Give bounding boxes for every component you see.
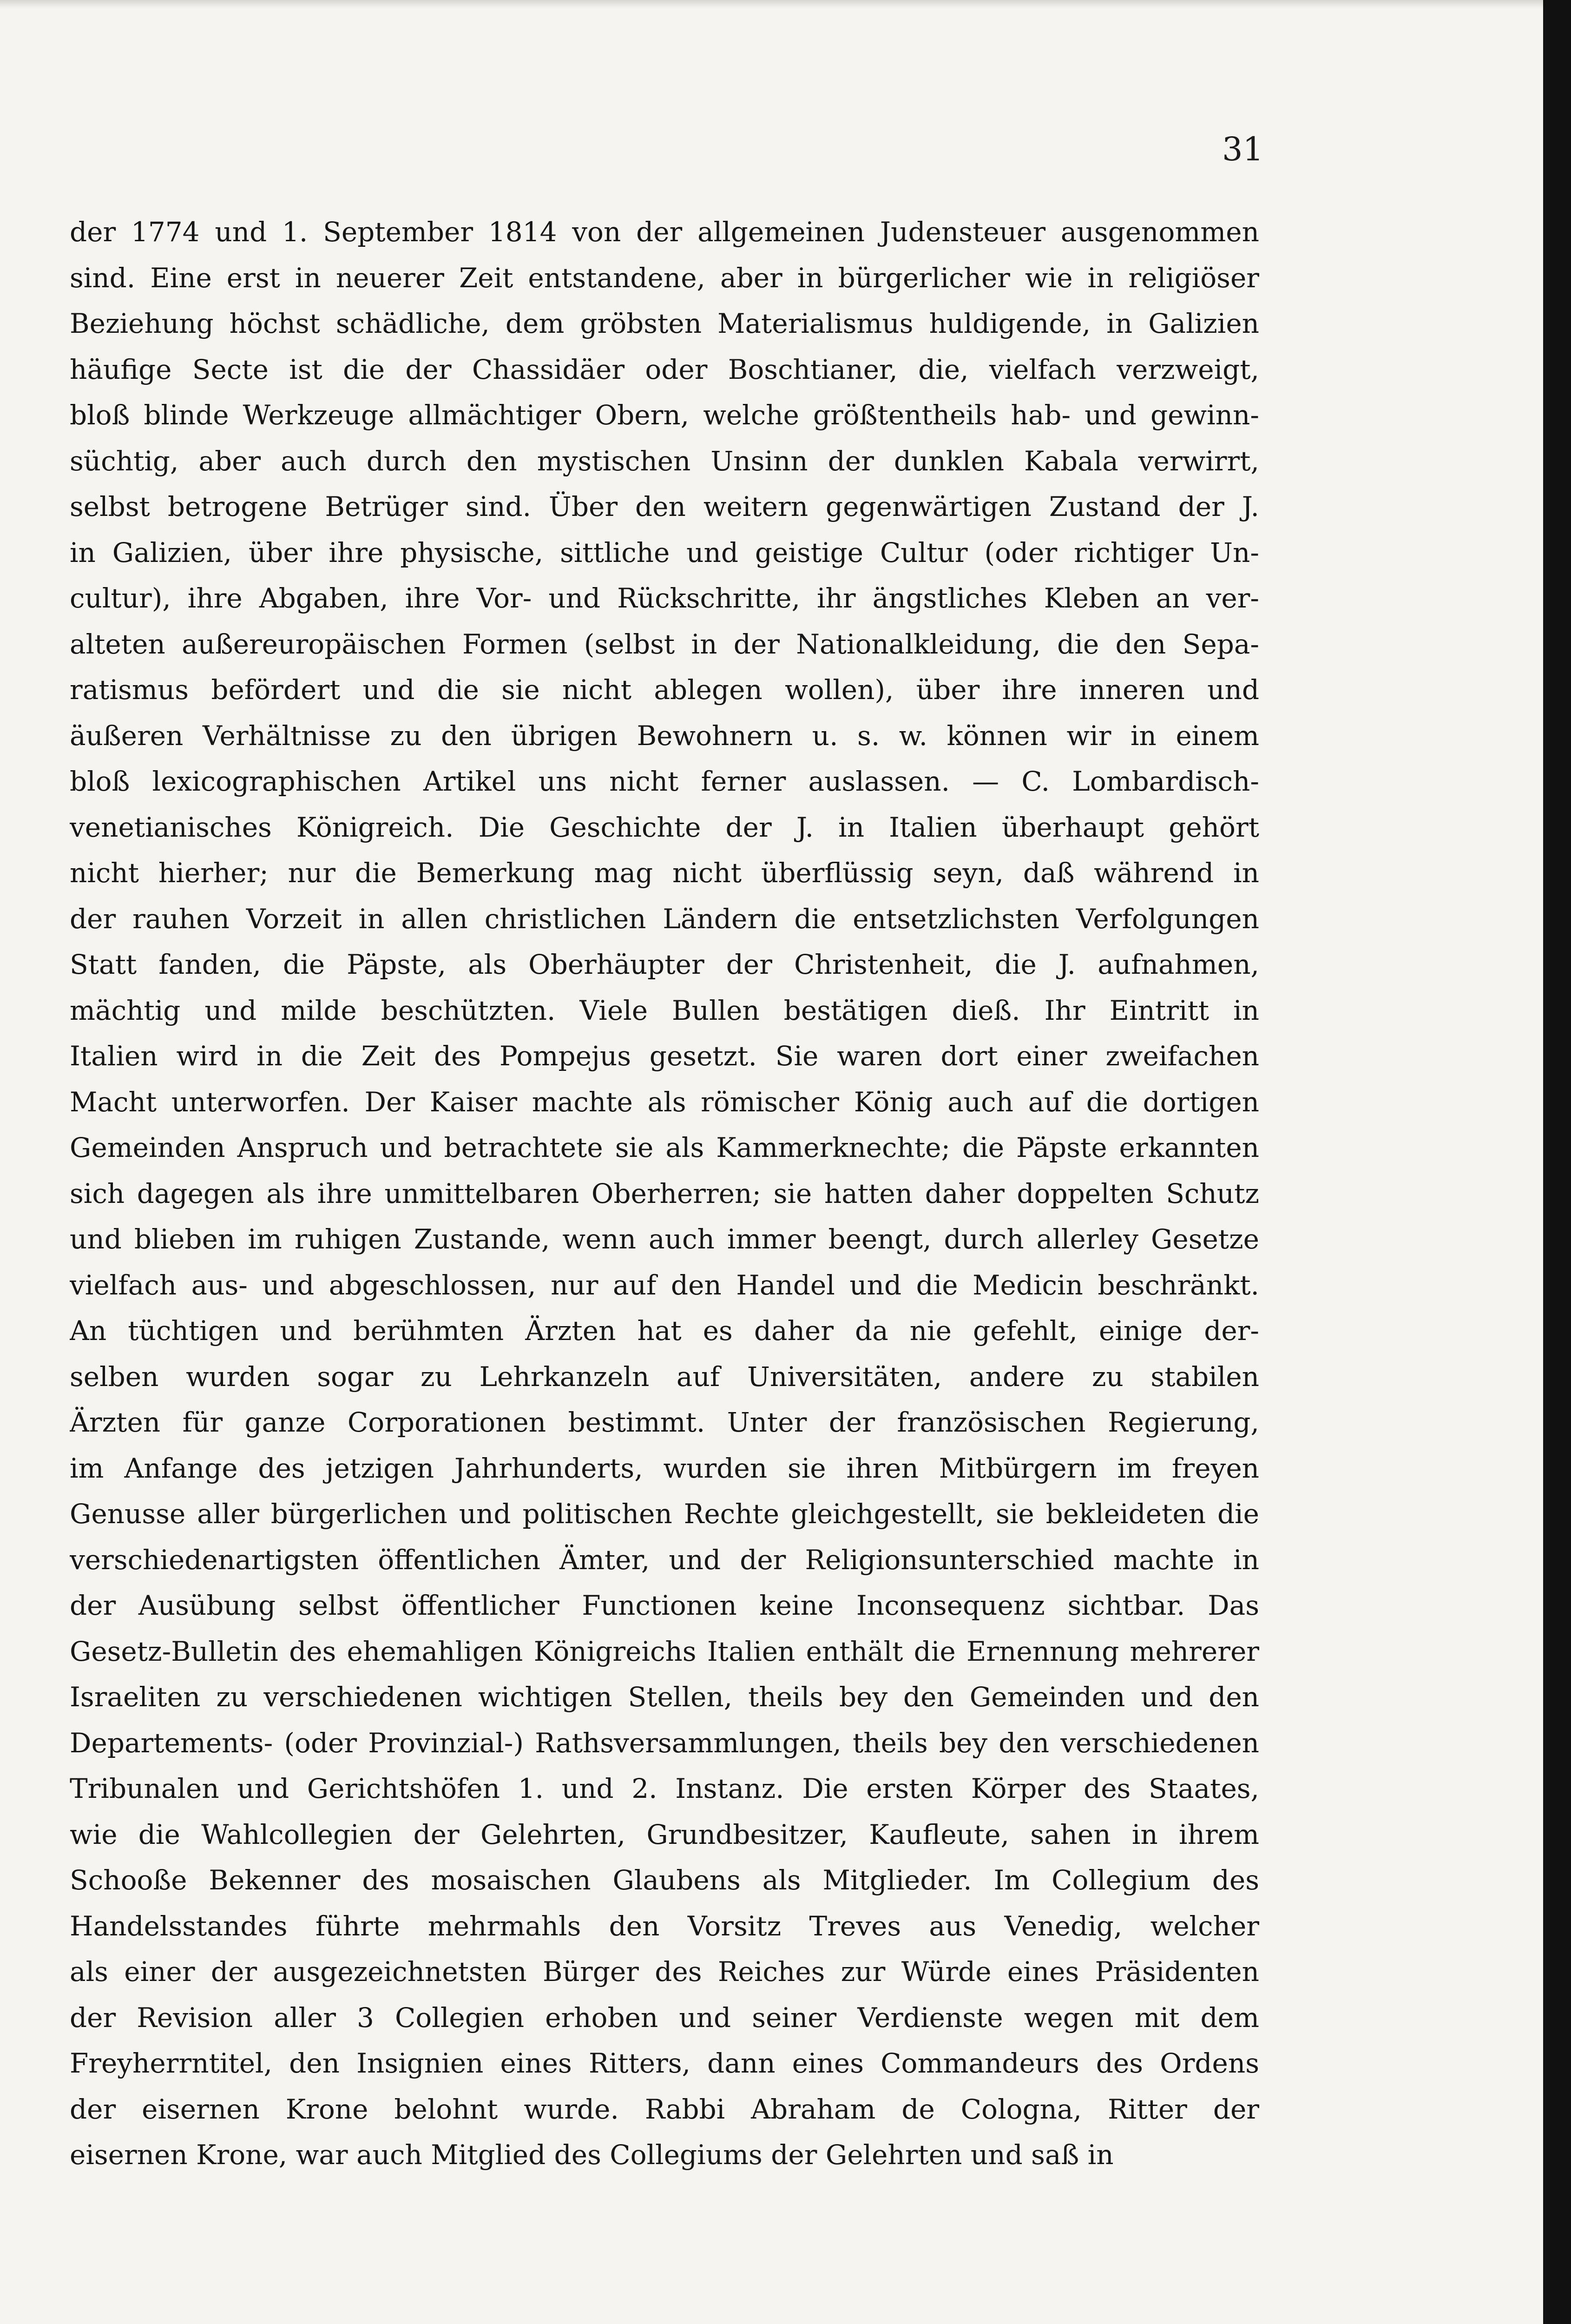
text-line: Genusse aller bürgerlichen und politischen Rechte gleichgestellt, sie bekleideten die xyxy=(70,1498,1259,1530)
text-line: Italien wird in die Zeit des Pompejus gesetzt. Sie waren dort einer zweifachen xyxy=(70,1040,1259,1072)
text-line: sich dagegen als ihre unmittelbaren Oberherren; sie hatten daher doppelten Schutz xyxy=(70,1177,1259,1209)
page-top-shadow xyxy=(0,0,1571,8)
text-line: Handelsstandes führte mehrmahls den Vorsitz Treves aus Venedig, welcher xyxy=(70,1910,1259,1942)
text-line: eisernen Krone, war auch Mitglied des Collegiums der Gelehrten und saß in xyxy=(70,2139,1114,2171)
text-line: nicht hierher; nur die Bemerkung mag nicht überflüssig seyn, daß während in xyxy=(70,857,1259,889)
text-line: vielfach aus- und abgeschlossen, nur auf den Handel und die Medicin beschränkt. xyxy=(70,1269,1259,1301)
text-line: häufige Secte ist die der Chassidäer oder Boschtianer, die, vielfach verzweigt, xyxy=(70,353,1259,385)
text-line: wie die Wahlcollegien der Gelehrten, Grundbesitzer, Kaufleute, sahen in ihrem xyxy=(70,1818,1259,1850)
text-line: Gesetz-Bulletin des ehemahligen Königreichs Italien enthält die Ernennung mehrerer xyxy=(70,1635,1259,1667)
text-line: Statt fanden, die Päpste, als Oberhäupter der Christenheit, die J. aufnahmen, xyxy=(70,949,1259,980)
text-line: Ärzten für ganze Corporationen bestimmt. Unter der französischen Regierung, xyxy=(70,1406,1259,1438)
scan-border-right xyxy=(1543,0,1571,2324)
text-line: und blieben im ruhigen Zustande, wenn auch immer beengt, durch allerley Gesetze xyxy=(70,1223,1259,1255)
text-line: der eisernen Krone belohnt wurde. Rabbi Abraham de Cologna, Ritter der xyxy=(70,2093,1259,2125)
text-line: der Revision aller 3 Collegien erhoben und seiner Verdienste wegen mit dem xyxy=(70,2001,1259,2034)
text-line: An tüchtigen und berühmten Ärzten hat es daher da nie gefehlt, einige der- xyxy=(70,1315,1259,1347)
text-line: sind. Eine erst in neuerer Zeit entstandene, aber in bürgerlicher wie in religiöser xyxy=(70,262,1259,294)
text-line: als einer der ausgezeichnetsten Bürger des Reiches zur Würde eines Präsidenten xyxy=(70,1956,1259,1987)
text-line: venetianisches Königreich. Die Geschichte der J. in Italien überhaupt gehört xyxy=(70,811,1259,843)
text-line: Israeliten zu verschiedenen wichtigen Stellen, theils bey den Gemeinden und den xyxy=(70,1681,1259,1713)
text-line: Departements- (oder Provinzial-) Rathsversammlungen, theils bey den verschiedenen xyxy=(70,1727,1259,1759)
text-line: der 1774 und 1. September 1814 von der allgemeinen Judensteuer ausgenommen xyxy=(70,216,1259,248)
text-line: äußeren Verhältnisse zu den übrigen Bewohnern u. s. w. können wir in einem xyxy=(70,720,1259,752)
text-line: bloß lexicographischen Artikel uns nicht ferner auslassen. — C. Lombardisch- xyxy=(70,766,1259,797)
text-line: ratismus befördert und die sie nicht ablegen wollen), über ihre inneren und xyxy=(70,674,1259,706)
text-line: cultur), ihre Abgaben, ihre Vor- und Rückschritte, ihr ängstliches Kleben an ver- xyxy=(70,582,1259,614)
text-line: süchtig, aber auch durch den mystischen Unsinn der dunklen Kabala verwirrt, xyxy=(70,445,1259,477)
text-line: bloß blinde Werkzeuge allmächtiger Obern, welche größtentheils hab- und gewinn- xyxy=(70,399,1259,431)
text-line: alteten außereuropäischen Formen (selbst in der Nationalkleidung, die den Sepa- xyxy=(70,628,1259,660)
text-line: Macht unterworfen. Der Kaiser machte als römischer König auch auf die dortigen xyxy=(70,1086,1259,1118)
text-line: im Anfange des jetzigen Jahrhunderts, wurden sie ihren Mitbürgern im freyen xyxy=(70,1452,1259,1484)
body-text xyxy=(70,209,1259,2178)
text-line: Schooße Bekenner des mosaischen Glaubens als Mitglieder. Im Collegium des xyxy=(70,1864,1259,1896)
text-line: der Ausübung selbst öffentlicher Functionen keine Inconsequenz sichtbar. Das xyxy=(70,1590,1259,1621)
text-line: verschiedenartigsten öffentlichen Ämter, und der Religionsunterschied machte in xyxy=(70,1544,1259,1576)
text-line: Beziehung höchst schädliche, dem gröbsten Materialismus huldigende, in Galizien xyxy=(70,308,1259,339)
text-line: Freyherrntitel, den Insignien eines Ritters, dann eines Commandeurs des Ordens xyxy=(70,2047,1259,2079)
text-line: in Galizien, über ihre physische, sittliche und geistige Cultur (oder richtiger Un- xyxy=(70,536,1259,568)
text-line: der rauhen Vorzeit in allen christlichen Ländern die entsetzlichsten Verfolgungen xyxy=(70,903,1259,935)
text-line: selben wurden sogar zu Lehrkanzeln auf Universitäten, andere zu stabilen xyxy=(70,1360,1259,1393)
text-line: Gemeinden Anspruch und betrachtete sie als Kammerknechte; die Päpste erkannten xyxy=(70,1132,1259,1163)
page-number: 31 xyxy=(1222,130,1264,168)
text-line: Tribunalen und Gerichtshöfen 1. und 2. Instanz. Die ersten Körper des Staates, xyxy=(70,1773,1259,1804)
text-line: selbst betrogene Betrüger sind. Über den weitern gegenwärtigen Zustand der J. xyxy=(70,491,1259,522)
text-line: mächtig und milde beschützten. Viele Bullen bestätigen dieß. Ihr Eintritt in xyxy=(70,994,1259,1026)
